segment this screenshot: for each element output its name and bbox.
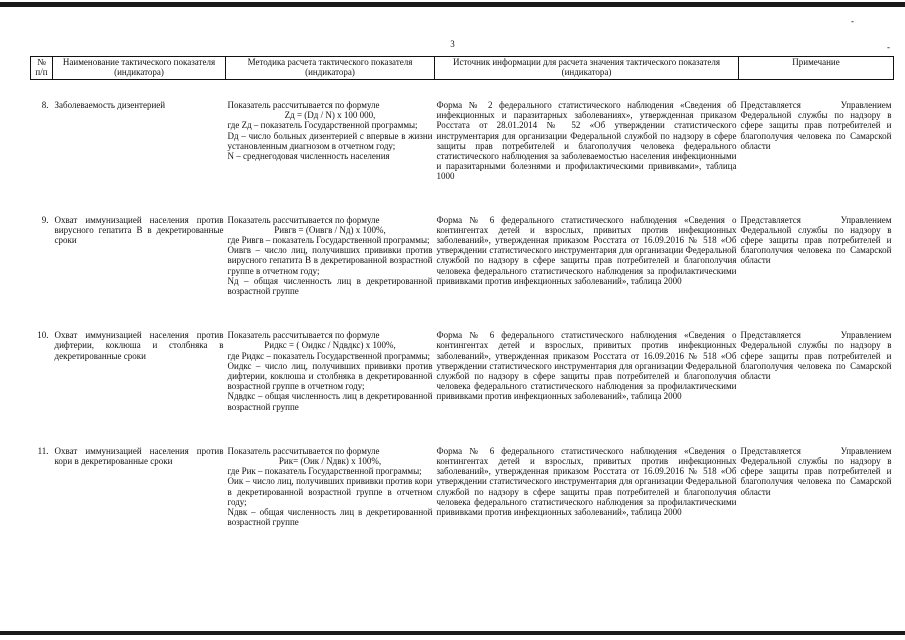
method-intro: Показатель рассчитывается по формуле [227, 100, 380, 110]
indicator-name: Охват иммунизацией населения против вирусного гепатита В в декретированные сроки [54, 214, 224, 246]
source-cell: Форма № 6 федерального статистического наблюдения «Сведения о контингентах детей и взрослых, привитых против инфекционных заболеваний», утвержденная приказом Росстата от 16.09.2016 № 518 «Об утверждении статистического инструментария для организации Федеральной службой по надзору в сфере защиты прав потребителей и благополучия человека федерального статистического наблюдения за профилактическими прививками против инфекционных заболеваний», таблица 2000 [436, 214, 737, 286]
table-row [31, 80, 894, 182]
method-definition: Оик – число лиц, получивших прививки против кори в декретированной возрастной группе в отчетном году; [227, 476, 433, 507]
row-spacer [31, 182, 894, 215]
table-row [31, 330, 894, 412]
method-definition: Dд – число больных дизентерией с впервые в жизни установленным диагнозом в отчетном году; [227, 130, 433, 151]
header-source: Источник информации для расчета значения тактического показателя (индикатора) [435, 57, 739, 80]
indicator-name: Охват иммунизацией населения против дифтерии, коклюша и столбняка в декретированные сроки [54, 330, 224, 361]
note-cell: Представляется Управлением Федеральной службы по надзору в сфере защиты прав потребителей и благополучия человека по Самарской области [740, 100, 892, 151]
method-cell [226, 330, 435, 412]
row-number: 11. [37, 445, 49, 456]
method-definition: Оидкс – число лиц, получивших прививки против дифтерии, коклюша и столбняка в декретированной возрастной группе в отчетном году; [227, 360, 433, 392]
method-definition: N – среднегодовая численность населения [227, 151, 390, 162]
method-definition: где Рик – показатель Государственной программы; [227, 466, 422, 477]
indicator-name: Заболеваемость дизентерией [54, 100, 166, 110]
method-definition: где Ривгв – показатель Государственной программы; [227, 235, 430, 246]
table-row [31, 215, 894, 297]
note-cell: Представляется Управлением Федеральной службы по надзору в сфере защиты прав потребителей и благополучия человека по Самарской области [740, 330, 892, 382]
method-cell [226, 446, 435, 528]
row-spacer [31, 296, 894, 330]
indicator-table [30, 56, 894, 528]
method-formula: Рик= (Оик / Nдвк) х 100%, [278, 456, 382, 467]
note-cell: Представляется Управлением Федеральной службы по надзору в сфере защиты прав потребителей и благополучия человека по Самарской области [740, 445, 892, 497]
method-intro: Показатель рассчитывается по формуле [227, 445, 380, 456]
page-number: 3 [450, 39, 455, 49]
row-number: 10. [37, 330, 49, 341]
method-cell [226, 80, 435, 182]
row-number: 9. [41, 214, 49, 225]
table-row [31, 446, 894, 528]
method-intro: Показатель рассчитывается по формуле [227, 214, 380, 225]
method-definition: Nд – общая численность лиц в декретированной возрастной группе [227, 275, 433, 297]
scan-bottom-border [0, 631, 905, 635]
header-number: № п/п [31, 57, 53, 80]
method-intro: Показатель рассчитывается по формуле [227, 330, 380, 341]
source-cell: Форма № 6 федерального статистического наблюдения «Сведения о контингентах детей и взрослых, привитых против инфекционных заболеваний», утвержденная приказом Росстата от 16.09.2016 № 518 «Об утверждении статистического инструментария для организации Федеральной службой по надзору в сфере защиты прав потребителей и благополучия человека федерального статистического наблюдения за профилактическими прививками против инфекционных заболеваний», таблица 2000 [436, 330, 737, 402]
method-definition: где Ридкс – показатель Государственной программы; [227, 350, 431, 361]
row-number: 8. [41, 100, 49, 110]
method-formula: Ривгв = (Оивгв / Nд) х 100%, [274, 224, 386, 235]
scan-top-border [0, 2, 905, 7]
table-header-row [31, 57, 894, 80]
method-definition: Nдвдкс – общая численность лиц в декретированной возрастной группе [227, 391, 433, 412]
method-definition: где Zд – показатель Государственной программы; [227, 120, 418, 131]
source-cell: Форма № 2 федерального статистического наблюдения «Сведения об инфекционных и паразитарных заболеваниях», утвержденная приказом Росстата от 28.01.2014 № 52 «Об утверждении статистического инструментария для организации Федеральной службой по надзору в сфере защиты прав потребителей и благополучия человека федерального статистического наблюдения за заболеваемостью населения инфекционными и паразитарными болезнями и профилактическими прививками», таблица 1000 [436, 100, 737, 182]
method-definition: Nдвк – общая численность лиц в декретированной возрастной группе [227, 507, 433, 528]
method-definition: Оивгв – число лиц, получивших прививки против вирусного гепатита В в декретированной возрастной группе в отчетном году; [227, 245, 433, 276]
method-formula: Zд = (Dд / N) х 100 000, [284, 110, 376, 121]
header-indicator-name: Наименование тактического показателя (индикатора) [53, 57, 226, 80]
row-spacer [31, 412, 894, 446]
corner-mark: - [851, 16, 854, 26]
header-method: Методика расчета тактического показателя (индикатора) [226, 57, 435, 80]
indicator-name: Охват иммунизацией населения против кори в декретированные сроки [54, 445, 224, 467]
source-cell: Форма № 6 федерального статистического наблюдения «Сведения о контингентах детей и взрослых, привитых против инфекционных заболеваний», утвержденная приказом Росстата от 16.09.2016 № 518 «Об утверждении статистического инструментария для организации Федеральной службой по надзору в сфере защиты прав потребителей и благополучия человека федерального статистического наблюдения за профилактическими прививками против инфекционных заболеваний», таблица 2000 [436, 445, 737, 518]
method-cell [226, 215, 435, 297]
header-note: Примечание [739, 57, 894, 80]
side-mark: - [887, 42, 890, 52]
method-formula: Ридкс = ( Оидкс / Nдвдкс) х 100%, [264, 340, 396, 351]
note-cell: Представляется Управлением Федеральной службы по надзору в сфере защиты прав потребителей и благополучия человека по Самарской области [740, 214, 892, 266]
